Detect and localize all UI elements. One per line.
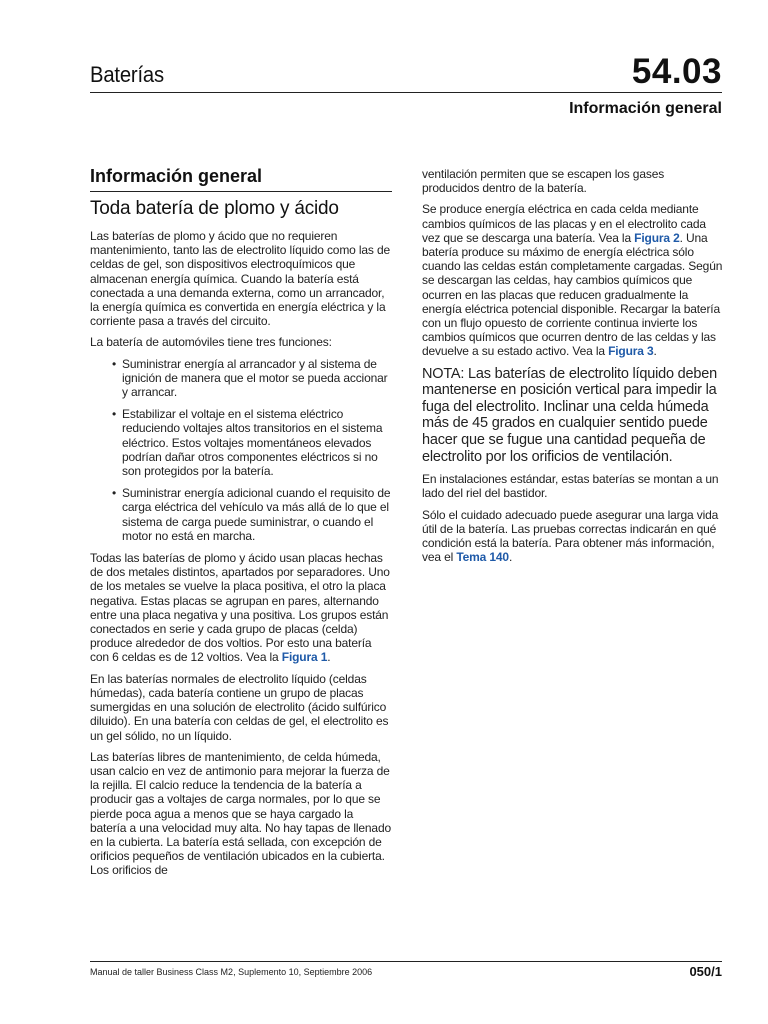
note-paragraph: NOTA: Las baterías de electrolito líquido deben mantenerse en posición vertical para impedir la fuga del electrolito. Inclinar una celda húmeda más de 45 grados en cualquier sentido puede hacer que se fugue una cantidad pequeña de electrolito por los orificios de ventilación.: [422, 365, 718, 465]
paragraph-energy: [422, 202, 724, 358]
list-item: • Suministrar energía adicional cuando el requisito de carga eléctrica del vehículo va más allá de lo que el sistema de carga puede suministrar, o cuando el motor no está en marcha.: [112, 486, 392, 543]
paragraph-installation: En instalaciones estándar, estas baterías se montan a un lado del riel del bastidor.: [422, 472, 719, 501]
paragraph-energy-text-c: .: [653, 344, 657, 359]
header-divider: [90, 92, 722, 93]
header-subtitle: Información general: [569, 100, 722, 117]
paragraph-energy-text-b: . Una batería produce su máximo de energía eléctrica sólo cuando las celdas están completamente cargadas. Según se descargan las celdas, hay cambios químicos que ocurren en las placas que reducen gradualmente la energía eléctrica potencial disponible. Recargar la batería con un flujo opuesto de corriente continua invierte los cambios químicos que ocurren dentro de las celdas y las devuelve a su estado activo. Vea la: [422, 230, 723, 359]
paragraph-plates: [90, 551, 392, 665]
paragraph-intro: Las baterías de plomo y ácido que no requieren mantenimiento, tanto las de electrolito líquido como las de celdas de gel, son dispositivos electroquímicos que almacenan energía química. Cuando la batería está conectada a una demanda externa, como un arrancador, la energía química es convertida en energía eléctrica y la corriente pasa a través del circuito.: [90, 229, 390, 329]
chapter-title: Baterías: [90, 62, 164, 87]
paragraph-ventilation: ventilación permiten que se escapen los gases producidos dentro de la batería.: [422, 167, 665, 196]
functions-list: [90, 357, 392, 543]
tema-140-link[interactable]: Tema 140: [456, 550, 509, 565]
subsection-title: Toda batería de plomo y ácido: [90, 198, 339, 219]
figure-1-link[interactable]: Figura 1: [281, 650, 328, 665]
paragraph-maintenance-free: Las baterías libres de mantenimiento, de celda húmeda, usan calcio en vez de antimonio para mejorar la fuerza de la rejilla. El calcio reduce la tendencia de la batería a producir gas a voltajes de carga normales, por lo que se pierde poca agua a menos que se haya cargado la batería a una velocidad muy alta. No hay tapas de llenado en la cubierta. La batería está sellada, con excepción de orificios pequeños de ventilación ubicados en la cubierta. Los orificios de: [90, 749, 391, 878]
figure-2-link[interactable]: Figura 2: [634, 230, 680, 245]
paragraph-plates-end: .: [327, 650, 331, 665]
section-code: 54.03: [631, 52, 722, 91]
figure-3-link[interactable]: Figura 3: [608, 344, 654, 359]
footer-publication: Manual de taller Business Class M2, Suplemento 10, Septiembre 2006: [90, 967, 373, 977]
left-column: [90, 166, 392, 885]
paragraph-electrolyte: En las baterías normales de electrolito líquido (celdas húmedas), cada batería contiene un grupo de placas sumergidas en una solución de electrolito (ácido sulfúrico diluido). En una batería con celdas de gel, el electrolito es un gel sólido, no un líquido.: [90, 671, 389, 743]
paragraph-care: [422, 508, 724, 565]
paragraph-functions: La batería de automóviles tiene tres funciones:: [90, 335, 332, 350]
footer-divider: [90, 961, 722, 962]
section-title: Información general: [90, 166, 392, 192]
paragraph-care-text-a: Sólo el cuidado adecuado puede asegurar una larga vida útil de la batería. Las pruebas correctas indicarán en qué condición está la batería. Para obtener más información, vea el: [422, 507, 719, 565]
page-number: 050/1: [689, 964, 722, 979]
right-column: [422, 167, 724, 571]
list-item: • Estabilizar el voltaje en el sistema eléctrico reduciendo voltajes altos transitorios en el sistema eléctrico. Estos voltajes momentáneos elevados podrían dañar otros componentes eléctricos si no son protegidos por la batería.: [112, 407, 392, 478]
paragraph-energy-text-a: Se produce energía eléctrica en cada celda mediante cambios químicos de las placas y en el electrolito cada vez que se descarga una batería. Vea la: [422, 202, 706, 245]
paragraph-plates-text: Todas las baterías de plomo y ácido usan placas hechas de dos metales distintos, apartados por separadores. Uno de los metales se vuelve la placa positiva, el otro la placa negativa. Estas placas se agrupan en pares, alternando entre una placa negativa y una positiva. Los grupos están conectados en serie y cada grupo de placas (celda) produce alrededor de dos voltios. Por esto una batería con 6 celdas es de 12 voltios. Vea la: [90, 551, 390, 665]
paragraph-care-text-b: .: [508, 550, 513, 565]
list-item: • Suministrar energía al arrancador y al sistema de ignición de manera que el motor se pueda accionar y arrancar.: [112, 357, 392, 400]
